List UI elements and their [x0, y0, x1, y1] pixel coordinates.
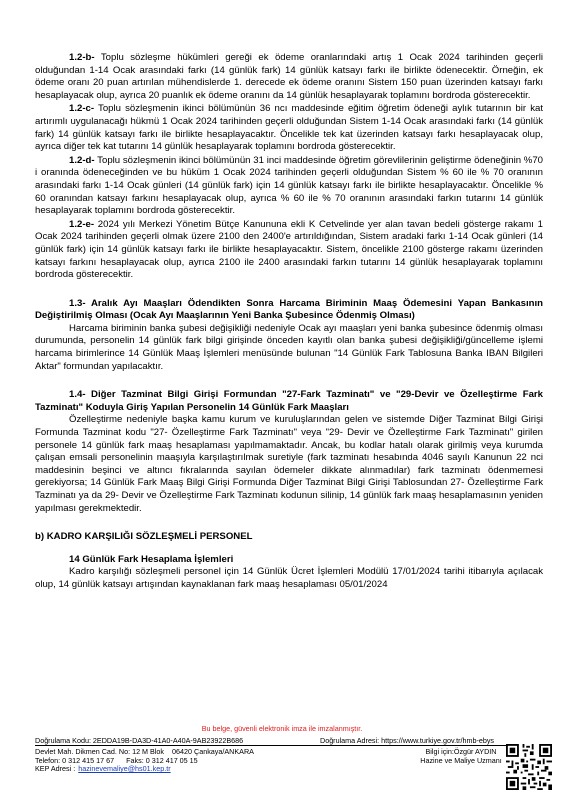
section-b-subheading: 14 Günlük Fark Hesaplama İşlemleri: [69, 553, 234, 565]
contact-person-name: Bilgi için:Özgür AYDIN: [425, 747, 497, 756]
section-1-3-body: Harcama biriminin banka şubesi değişikliği nedeniyle Ocak ayı maaşları yeni banka şubesince ödenmiş olması durumunda, personelin 14 günlük fark bilgi girişinde önceden kayıtlı olan banka şubesi değişikliği/güncelleme işlemi harcama birimlerince 14 Günlük Maaş İşlemleri menüsünde bulunan "14 Günlük Fark Tablosuna Banka IBAN Bilgileri Aktar" formundan yapılacaktır.: [35, 322, 543, 372]
paragraph-number: 1.2-b-: [69, 52, 95, 63]
paragraph-number: 1.2-e-: [69, 218, 95, 230]
e-signature-notice: Bu belge, güvenli elektronik imza ile imzalanmıştır.: [201, 724, 363, 733]
section-1-4-heading: 1.4- Diğer Tazminat Bilgi Girişi Formundan "27-Fark Tazminatı" ve "29-Devir ve Özelleştirme Fark Tazminatı" Koduyla Giriş Yapılan Personelin 14 Günlük Fark Maaşları: [35, 389, 543, 413]
section-1-4-body: Özelleştirme nedeniyle başka kamu kurum ve kuruluşlarından gelen ve sistemde Diğer Tazminat Bilgi Girişi Formunda Tazminat kodu "27- Özelleştirme Fark Tazminatı" veya "29- Devir ve Özelleştirme Fark Tazminatı" girilen personele 14 günlük fark maaş hesaplaması yapılmamaktadır. Ancak, bu kodlar hatalı olarak girilmiş veya kurumda çalışan emsali personelinin maaşıyla karşılaştırılmak suretiyle (fark tazminatı hesabında 4046 sayılı Kanunun 22 nci maddesinin beşinci ve altıncı fıkralarında sayılan ödemeler dikkate alınmadılar) fark tazminatı ödenmemesi gerekiyorsa; 14 Günlük Fark Maaş Bilgi Girişi Formunda Diğer Tazminat Bilgi Girişi Tablosundan 27- Özelleştirme Fark Tazminatı ya da 29- Devir ve Özelleştirme Fark Tazminatı kodunun silinip, 14 günlük fark maaş hesaplamasının yeniden yapılması gerekmektedir.: [35, 414, 543, 514]
verification-code: Doğrulama Kodu: 2EDDA19B-DA3D-41A0-A40A-9AB23922B686: [35, 736, 244, 745]
address-city: 06420 Çankaya/ANKARA: [172, 747, 254, 756]
paragraph-text: Toplu sözleşmenin ikinci bölümünün 31 inci maddesinde öğretim görevlilerinin geliştirme ödeneğinin %70 i oranında ödeneceğinden ve bu hüküm 1 Ocak 2024 tarihinden geçerli olduğundan Sistem % 60 ile % 70 oranının arasındaki farkı 1-14 Ocak günleri (14 günlük fark) için 14 günlük katsayı farkı ile birlikte hesaplayacaktır. Öncelikle % 60 oranından katsayı farkını hesaplayacak olup, ayrıca % 60 ile % 70 oranının arasındaki farkın tutarını 14 günlük hesaplayarak toplamını bordroda gösterecektir.: [35, 154, 543, 217]
paragraph-1-2-c: [35, 103, 543, 153]
paragraph-1-2-d: [35, 155, 543, 218]
paragraph-text: Toplu sözleşme hükümleri gereği ek ödeme oranlarındaki artış 1 Ocak 2024 tarihinden geçerli olduğundan 1-14 Ocak arasındaki farkı (14 günlük fark) 14 günlük katsayı farkı ile birlikte ödenecektir. Örneğin, ek ödeme oranı 20 puan artırılan mühendislerde 1. derecede ek ödeme oranını Sistem 150 puan üzerinden katsayı farkı hesaplayacak olup, ayrıca 20 puanlık ek ödeme oranını da 14 günlük hesaplayarak toplamını bordroda gösterecektir.: [35, 52, 543, 101]
kep-label: KEP Adresi :: [35, 764, 76, 774]
document-body: [35, 52, 543, 592]
paragraph-1-2-e: [35, 219, 543, 282]
section-b-body: Kadro karşılığı sözleşmeli personel için 14 Günlük Ücret İşlemleri Modülü 17/01/2024 tarihi itibarıyla açılacak olup, 14 günlük katsayı artışından kaynaklanan fark maaş hesaplaması 05/01/2024: [35, 566, 543, 590]
verification-url[interactable]: Doğrulama Adresi: https://www.turkiye.gov.tr/hmb-ebys: [320, 736, 495, 745]
paragraph-text: Toplu sözleşmenin ikinci bölümünün 36 ncı maddesinde eğitim öğretim ödeneği aylık tutarının bir kat artırımlı uygulanacağı hükmü 1 Ocak 2024 tarihinden geçerli olduğundan Sistem 1-14 Ocak arasındaki farkı (14 günlük fark) 14 günlük katsayı farkı ile birlikte hesaplayacaktır. Öncelikle tek kat üzerinden katsayı farkı hesaplayacak olup, ayrıca diğer tek kat tutarını 14 günlük hesaplayarak toplamını bordroda gösterecektir.: [35, 103, 543, 153]
paragraph-number: 1.2-c-: [69, 103, 95, 115]
address-street: Devlet Mah. Dikmen Cad. No: 12 M Blok: [35, 747, 165, 756]
phone-number: Telefon: 0 312 415 17 67: [35, 755, 115, 765]
contact-person-title: Hazine ve Maliye Uzmanı: [420, 755, 502, 765]
kep-address-link[interactable]: hazinevemaliye@hs01.kep.tr: [78, 764, 171, 774]
qr-code-icon: [506, 744, 552, 790]
paragraph-number: 1.2-d-: [69, 154, 95, 166]
section-1-3-heading: 1.3- Aralık Ayı Maaşları Ödendikten Sonra Harcama Biriminin Maaş Ödemesini Yapan Bankasının Değiştirilmiş Olması (Ocak Ayı Maaşlarının Yeni Banka Şubesince Ödenmiş Olması): [35, 297, 543, 322]
footer-divider: [35, 745, 545, 746]
fax-number: Faks: 0 312 417 05 15: [126, 755, 198, 765]
contact-block: [35, 748, 254, 774]
paragraph-1-2-b: [35, 52, 543, 102]
paragraph-text: 2024 yılı Merkezi Yönetim Bütçe Kanununa ekli K Cetvelinde yer alan tavan bedeli gösterge rakamı 1 Ocak 2024 tarihinden geçerli olmak üzere 2100 den 2400'e artırıldığından, Sistem aradaki farkı 1-14 Ocak günleri (14 günlük fark) için 14 günlük katsayı farkı ile birlikte hesaplayacaktır. Sistem, öncelikle 2100 gösterge rakamı üzerinden katsayı farkını hesaplayacak olup, ayrıca 2100 ile 2400 arasındaki farkın tutarını 14 günlük hesaplayarak toplamını bordroda gösterecektir.: [35, 218, 543, 281]
contact-person: [420, 748, 502, 765]
section-b-heading: b) KADRO KARŞILIĞI SÖZLEŞMELİ PERSONEL: [35, 531, 253, 543]
